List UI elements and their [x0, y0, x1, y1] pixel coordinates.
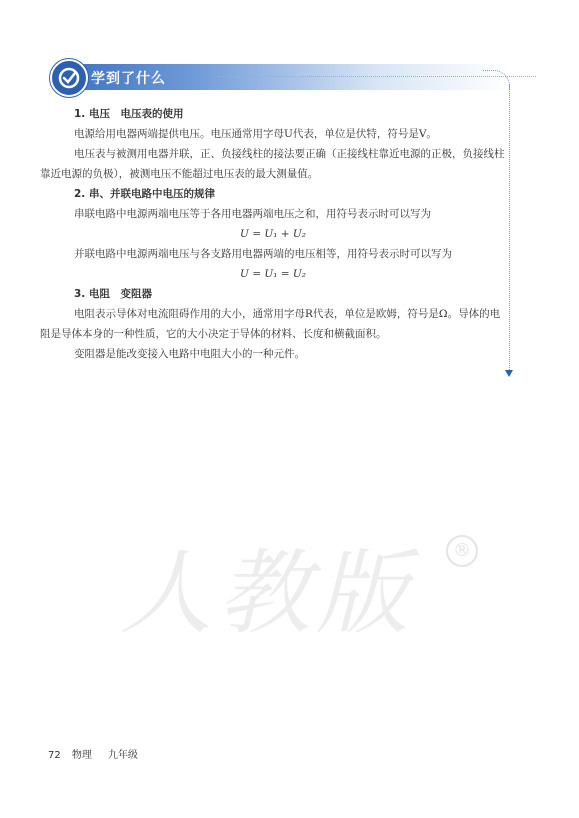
dotted-side-line: [509, 84, 510, 370]
publisher-watermark: 人教版: [120, 540, 415, 647]
section-heading: 3. 电阻 变阻器: [74, 288, 152, 300]
registered-mark: ®: [446, 535, 478, 567]
check-icon: [50, 59, 88, 97]
footer-subject: 物理: [71, 750, 92, 761]
formula-series-voltage: U = U₁ + U₂: [240, 228, 306, 240]
paragraph: 变阻器是能改变接入电路中电阻大小的一种元件。: [74, 348, 305, 360]
formula-parallel-voltage: U = U₁ = U₂: [240, 268, 306, 280]
paragraph: 串联电路中电源两端电压等于各用电器两端电压之和，用符号表示时可以写为: [74, 208, 431, 220]
section-heading: 1. 电压 电压表的使用: [74, 108, 184, 120]
paragraph: 电阻表示导体对电流阻碍作用的大小，通常用字母R代表，单位是欧姆，符号是Ω。导体的电阻是导体本身的一种性质，它的大小决定于导体的材料、长度和横截面积。: [40, 308, 501, 340]
section-heading: 2. 串、并联电路中电压的规律: [74, 188, 215, 200]
arrow-down-icon: [505, 370, 513, 377]
footer-grade: 九年级: [107, 750, 138, 761]
paragraph: 电压表与被测用电器并联，正、负接线柱的接法要正确（正接线柱靠近电源的正极，负接线柱靠近电源的负极），被测电压不能超过电压表的最大测量值。: [40, 148, 505, 180]
paragraph: 并联电路中电源两端电压与各支路用电器两端的电压相等，用符号表示时可以写为: [74, 248, 452, 260]
page-footer: [48, 746, 138, 761]
paragraph: 电源给用电器两端提供电压。电压通常用字母U代表，单位是伏特，符号是V。: [74, 128, 437, 140]
page-number: 72: [48, 750, 61, 761]
summary-content: [40, 104, 506, 364]
banner-title: 学到了什么: [91, 71, 166, 87]
